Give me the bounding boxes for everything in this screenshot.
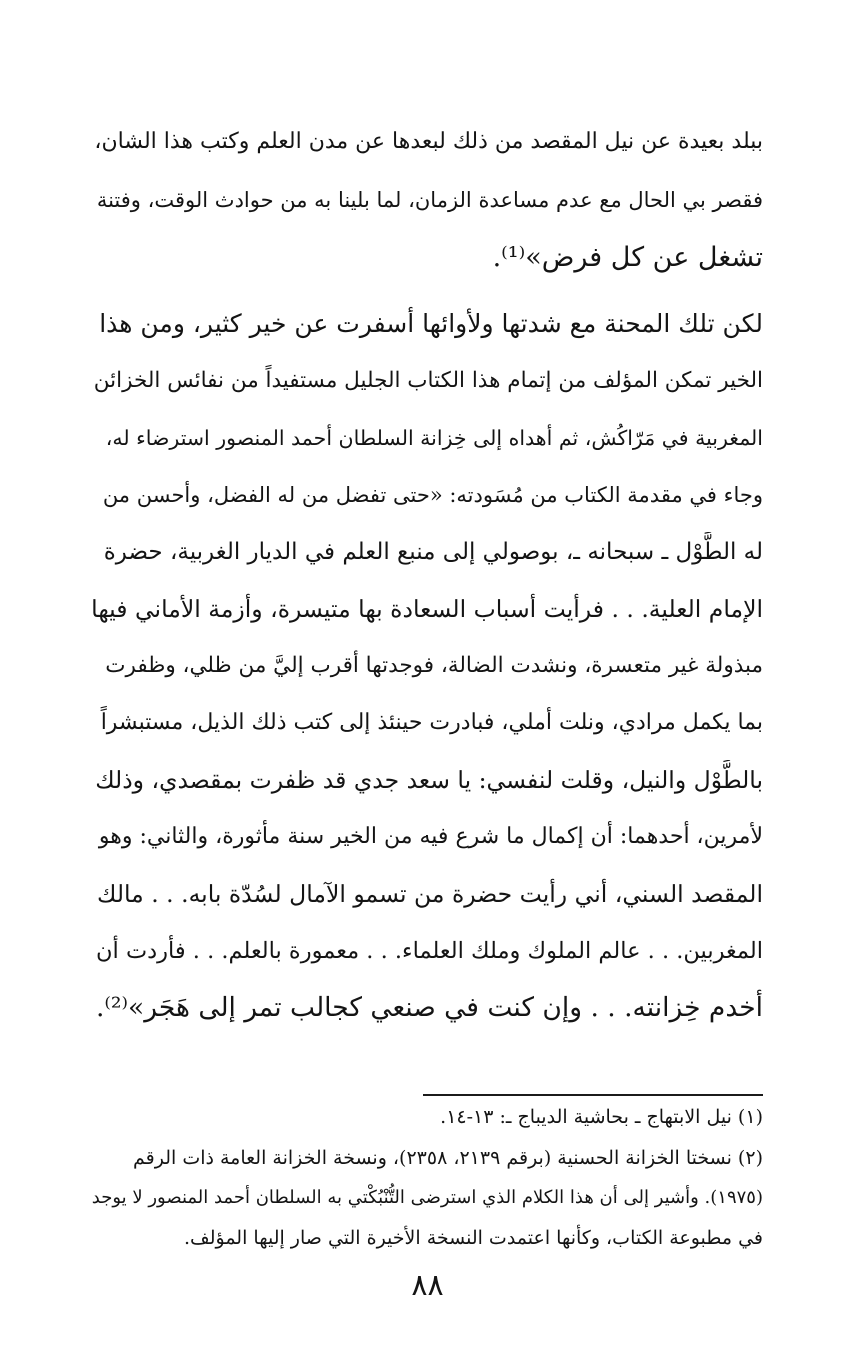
footnote-1: (١) نيل الابتهاج ـ بحاشية الديباج ـ: ١٣-١٤. (440, 1106, 763, 1128)
body-line-4: لكن تلك المحنة مع شدتها ولأوائها أسفرت عن خير كثير، ومن هذا (99, 309, 763, 338)
body-line-12: بالطَّوْل والنيل، وقلت لنفسي: يا سعد جدي قد ظفرت بمقصدي، وذلك (95, 766, 763, 794)
body-line-6: المغربية في مَرّاكُش، ثم أهداه إلى خِزانة السلطان أحمد المنصور استرضاء له، (105, 426, 763, 450)
body-line-15: المغربين. . . عالم الملوك وملك العلماء. . . معمورة بالعلم. . . فأردت أن (96, 938, 763, 964)
body-line-13: لأمرين، أحدهما: أن إكمال ما شرع فيه من الخير سنة مأثورة، والثاني: وهو (98, 824, 763, 849)
body-line-5: الخير تمكن المؤلف من إتمام هذا الكتاب الجليل مستفيداً من نفائس الخزائن (93, 368, 763, 393)
body-line-16: أخدم خِزانته. . . وإن كنت في صنعي كجالب تمر إلى هَجَر»⁽²⁾. (95, 992, 763, 1023)
footnote-2-line-2: (١٩٧٥). وأشير إلى أن هذا الكلام الذي استرضى التُّنْبُكْتي به السلطان أحمد المنصور لا يوجد (91, 1187, 763, 1208)
body-line-8: له الطَّوْل ـ سبحانه ـ، بوصولي إلى منبع العلم في الديار الغربية، حضرة (103, 539, 763, 565)
body-line-2: فقصر بي الحال مع عدم مساعدة الزمان، لما بلينا به من حوادث الوقت، وفتنة (96, 188, 763, 212)
footnote-2-line-1: (٢) نسختا الخزانة الحسنية (برقم ٢١٣٩، ٢٣٥٨)، ونسخة الخزانة العامة ذات الرقم (133, 1147, 763, 1169)
body-line-3: تشغل عن كل فرض»⁽¹⁾. (492, 242, 763, 273)
footnote-2-line-3: في مطبوعة الكتاب، وكأنها اعتمدت النسخة الأخيرة التي صار إليها المؤلف. (184, 1227, 763, 1249)
body-line-11: بما يكمل مرادي، ونلت أملي، فبادرت حينئذ إلى كتب ذلك الذيل، مستبشراً (100, 710, 763, 735)
footnote-separator (423, 1094, 763, 1096)
body-line-7: وجاء في مقدمة الكتاب من مُسَودته: «حتى تفضل من له الفضل، وأحسن من (102, 483, 763, 507)
body-line-1: ببلد بعيدة عن نيل المقصد من ذلك لبعدها عن مدن العلم وكتب هذا الشان، (94, 129, 763, 154)
page-number: ٨٨ (411, 1268, 444, 1303)
body-line-9: الإمام العلية. . . فرأيت أسباب السعادة بها متيسرة، وأزمة الأماني فيها (91, 595, 763, 623)
body-line-10: مبذولة غير متعسرة، ونشدت الضالة، فوجدتها أقرب إليَّ من ظلي، وظفرت (105, 653, 763, 678)
body-line-14: المقصد السني، أني رأيت حضرة من تسمو الآمال لسُدّة بابه. . . مالك (97, 880, 763, 908)
